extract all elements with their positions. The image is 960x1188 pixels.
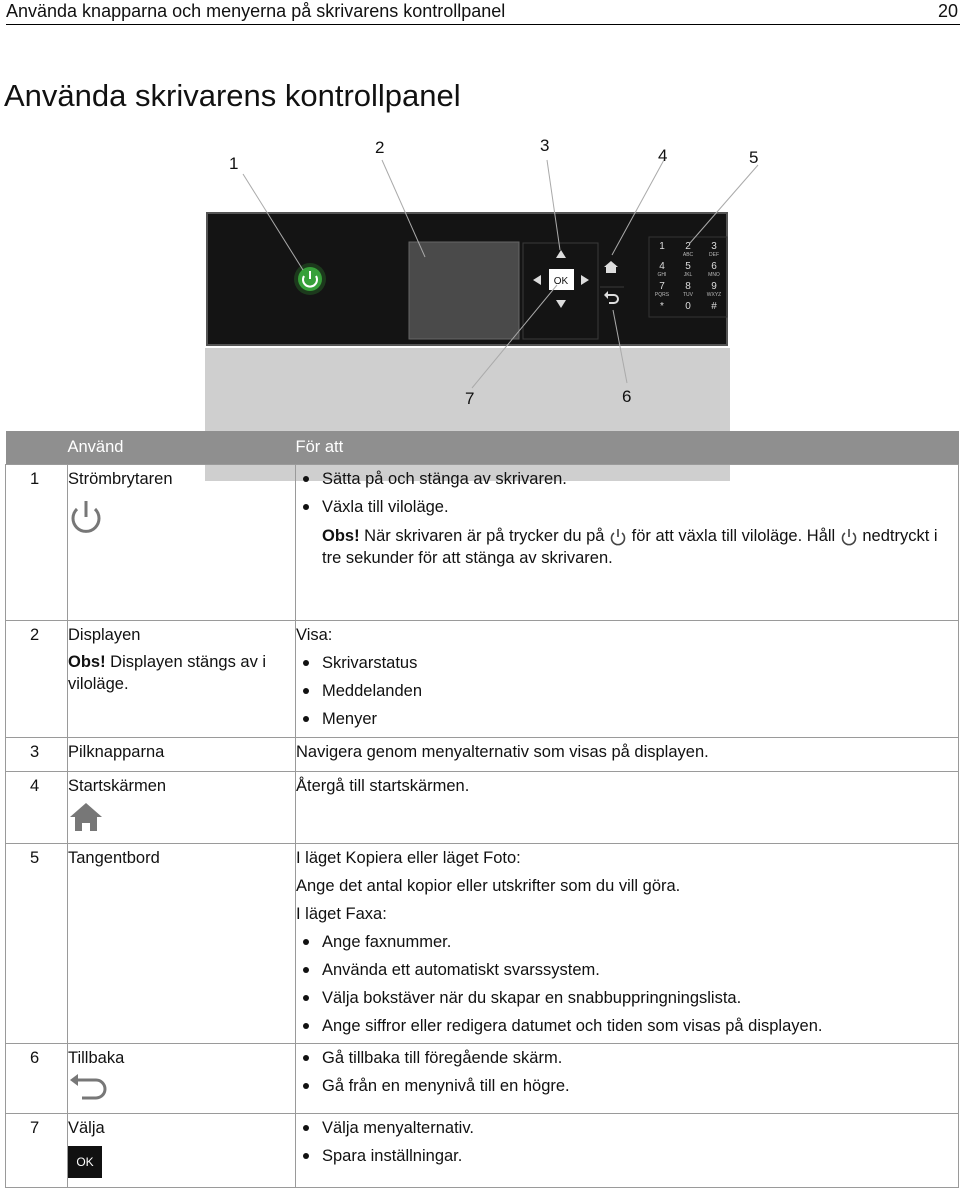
keypad-diagram [649, 237, 727, 317]
list-item: Välja menyalternativ. [296, 1114, 958, 1142]
table-row [6, 1044, 959, 1114]
row-name: Strömbrytaren [68, 470, 173, 488]
keypad-key-letters: GHI [657, 272, 667, 278]
keypad-key-letters: WXYZ [706, 292, 722, 298]
keypad-key-letters: TUV [683, 292, 693, 298]
column-header-use: Använd [68, 431, 296, 465]
ok-key-label: OK [553, 276, 569, 287]
callout-5: 5 [749, 148, 759, 167]
back-icon [68, 1072, 108, 1102]
keypad-key-letters: MNO [708, 272, 720, 278]
keypad-key: 8 [685, 281, 691, 292]
column-header-purpose: För att [296, 431, 959, 465]
display-intro: Visa: [296, 626, 333, 644]
table-row [6, 1114, 959, 1188]
list-item: Sätta på och stänga av skrivaren. [296, 465, 958, 493]
table-row [6, 621, 959, 738]
callout-6: 6 [622, 387, 632, 406]
row-name: Tangentbord [68, 849, 160, 867]
note-label: Obs! [322, 527, 360, 545]
running-header [6, 0, 960, 25]
power-button-diagram [294, 263, 326, 295]
row-text: Ange det antal kopior eller utskrifter som du vill göra. [296, 877, 681, 895]
table-row [6, 738, 959, 772]
table-header-row [6, 431, 959, 465]
keypad-key: 9 [711, 281, 717, 292]
row-number: 4 [30, 777, 40, 795]
list-item: Menyer [296, 705, 958, 733]
keypad-key: 1 [659, 241, 665, 252]
keypad-key-letters: ABC [682, 252, 694, 258]
keypad-key: 2 [685, 241, 691, 252]
row-name: Tillbaka [68, 1049, 125, 1067]
row-name: Pilknapparna [68, 743, 165, 761]
callout-1: 1 [229, 154, 239, 173]
callout-4: 4 [658, 146, 668, 165]
row-number: 7 [30, 1119, 40, 1137]
row-text: I läget Faxa: [296, 905, 387, 923]
home-icon [68, 800, 104, 834]
keypad-key: * [660, 301, 664, 312]
table-row [6, 772, 959, 844]
list-item: Gå tillbaka till föregående skärm. [296, 1044, 958, 1072]
row-number: 2 [30, 626, 40, 644]
row-text: Återgå till startskärmen. [296, 777, 470, 795]
power-icon [609, 527, 627, 547]
control-panel-table [5, 431, 959, 1188]
keypad-key: 3 [711, 241, 717, 252]
display-note: Obs! Displayen stängs av i viloläge. [68, 653, 267, 693]
power-icon [68, 497, 104, 537]
callout-3: 3 [540, 136, 550, 155]
callout-2: 2 [375, 138, 385, 157]
row-number: 3 [30, 743, 40, 761]
display-screen [409, 242, 519, 339]
row-number: 1 [30, 470, 40, 488]
section-title: Använda knapparna och menyerna på skrivarens kontrollpanel [6, 1, 506, 21]
callout-7: 7 [465, 389, 475, 408]
keypad-key: 6 [711, 261, 717, 272]
row-name: Startskärmen [68, 777, 167, 795]
row-name: Displayen [68, 626, 141, 644]
page-number: 20 [937, 1, 958, 21]
row-text: Navigera genom menyalternativ som visas på displayen. [296, 743, 709, 761]
power-note: Obs! När skrivaren är på trycker du på för att växla till viloläge. Håll nedtryckt i tre sekunder för att stänga av skrivaren. [322, 527, 938, 567]
list-item: Gå från en menynivå till en högre. [296, 1072, 958, 1100]
list-item: Ange siffror eller redigera datumet och tiden som visas på displayen. [296, 1012, 958, 1040]
list-item: Växla till viloläge. [296, 493, 958, 521]
keypad-key: 5 [685, 261, 691, 272]
row-text: I läget Kopiera eller läget Foto: [296, 849, 521, 867]
page-title: Använda skrivarens kontrollpanel [4, 78, 461, 113]
table-row [6, 844, 959, 1044]
list-item: Meddelanden [296, 677, 958, 705]
row-name: Välja [68, 1119, 105, 1137]
keypad-key-letters: PQRS [654, 292, 670, 298]
keypad-key-letters: JKL [683, 272, 693, 278]
list-item: Ange faxnummer. [296, 928, 958, 956]
list-item: Spara inställningar. [296, 1142, 958, 1170]
list-item: Välja bokstäver när du skapar en snabbuppringningslista. [296, 984, 958, 1012]
list-item: Skrivarstatus [296, 649, 958, 677]
table-row [6, 465, 959, 621]
list-item: Använda ett automatiskt svarssystem. [296, 956, 958, 984]
power-icon [840, 527, 858, 547]
keypad-key: 0 [685, 301, 691, 312]
keypad-key: 7 [659, 281, 665, 292]
keypad-key: # [711, 301, 717, 312]
keypad-key-letters: DEF [709, 252, 719, 258]
ok-icon: OK [68, 1146, 102, 1178]
keypad-key: 4 [659, 261, 665, 272]
row-number: 6 [30, 1049, 40, 1067]
row-number: 5 [30, 849, 40, 867]
